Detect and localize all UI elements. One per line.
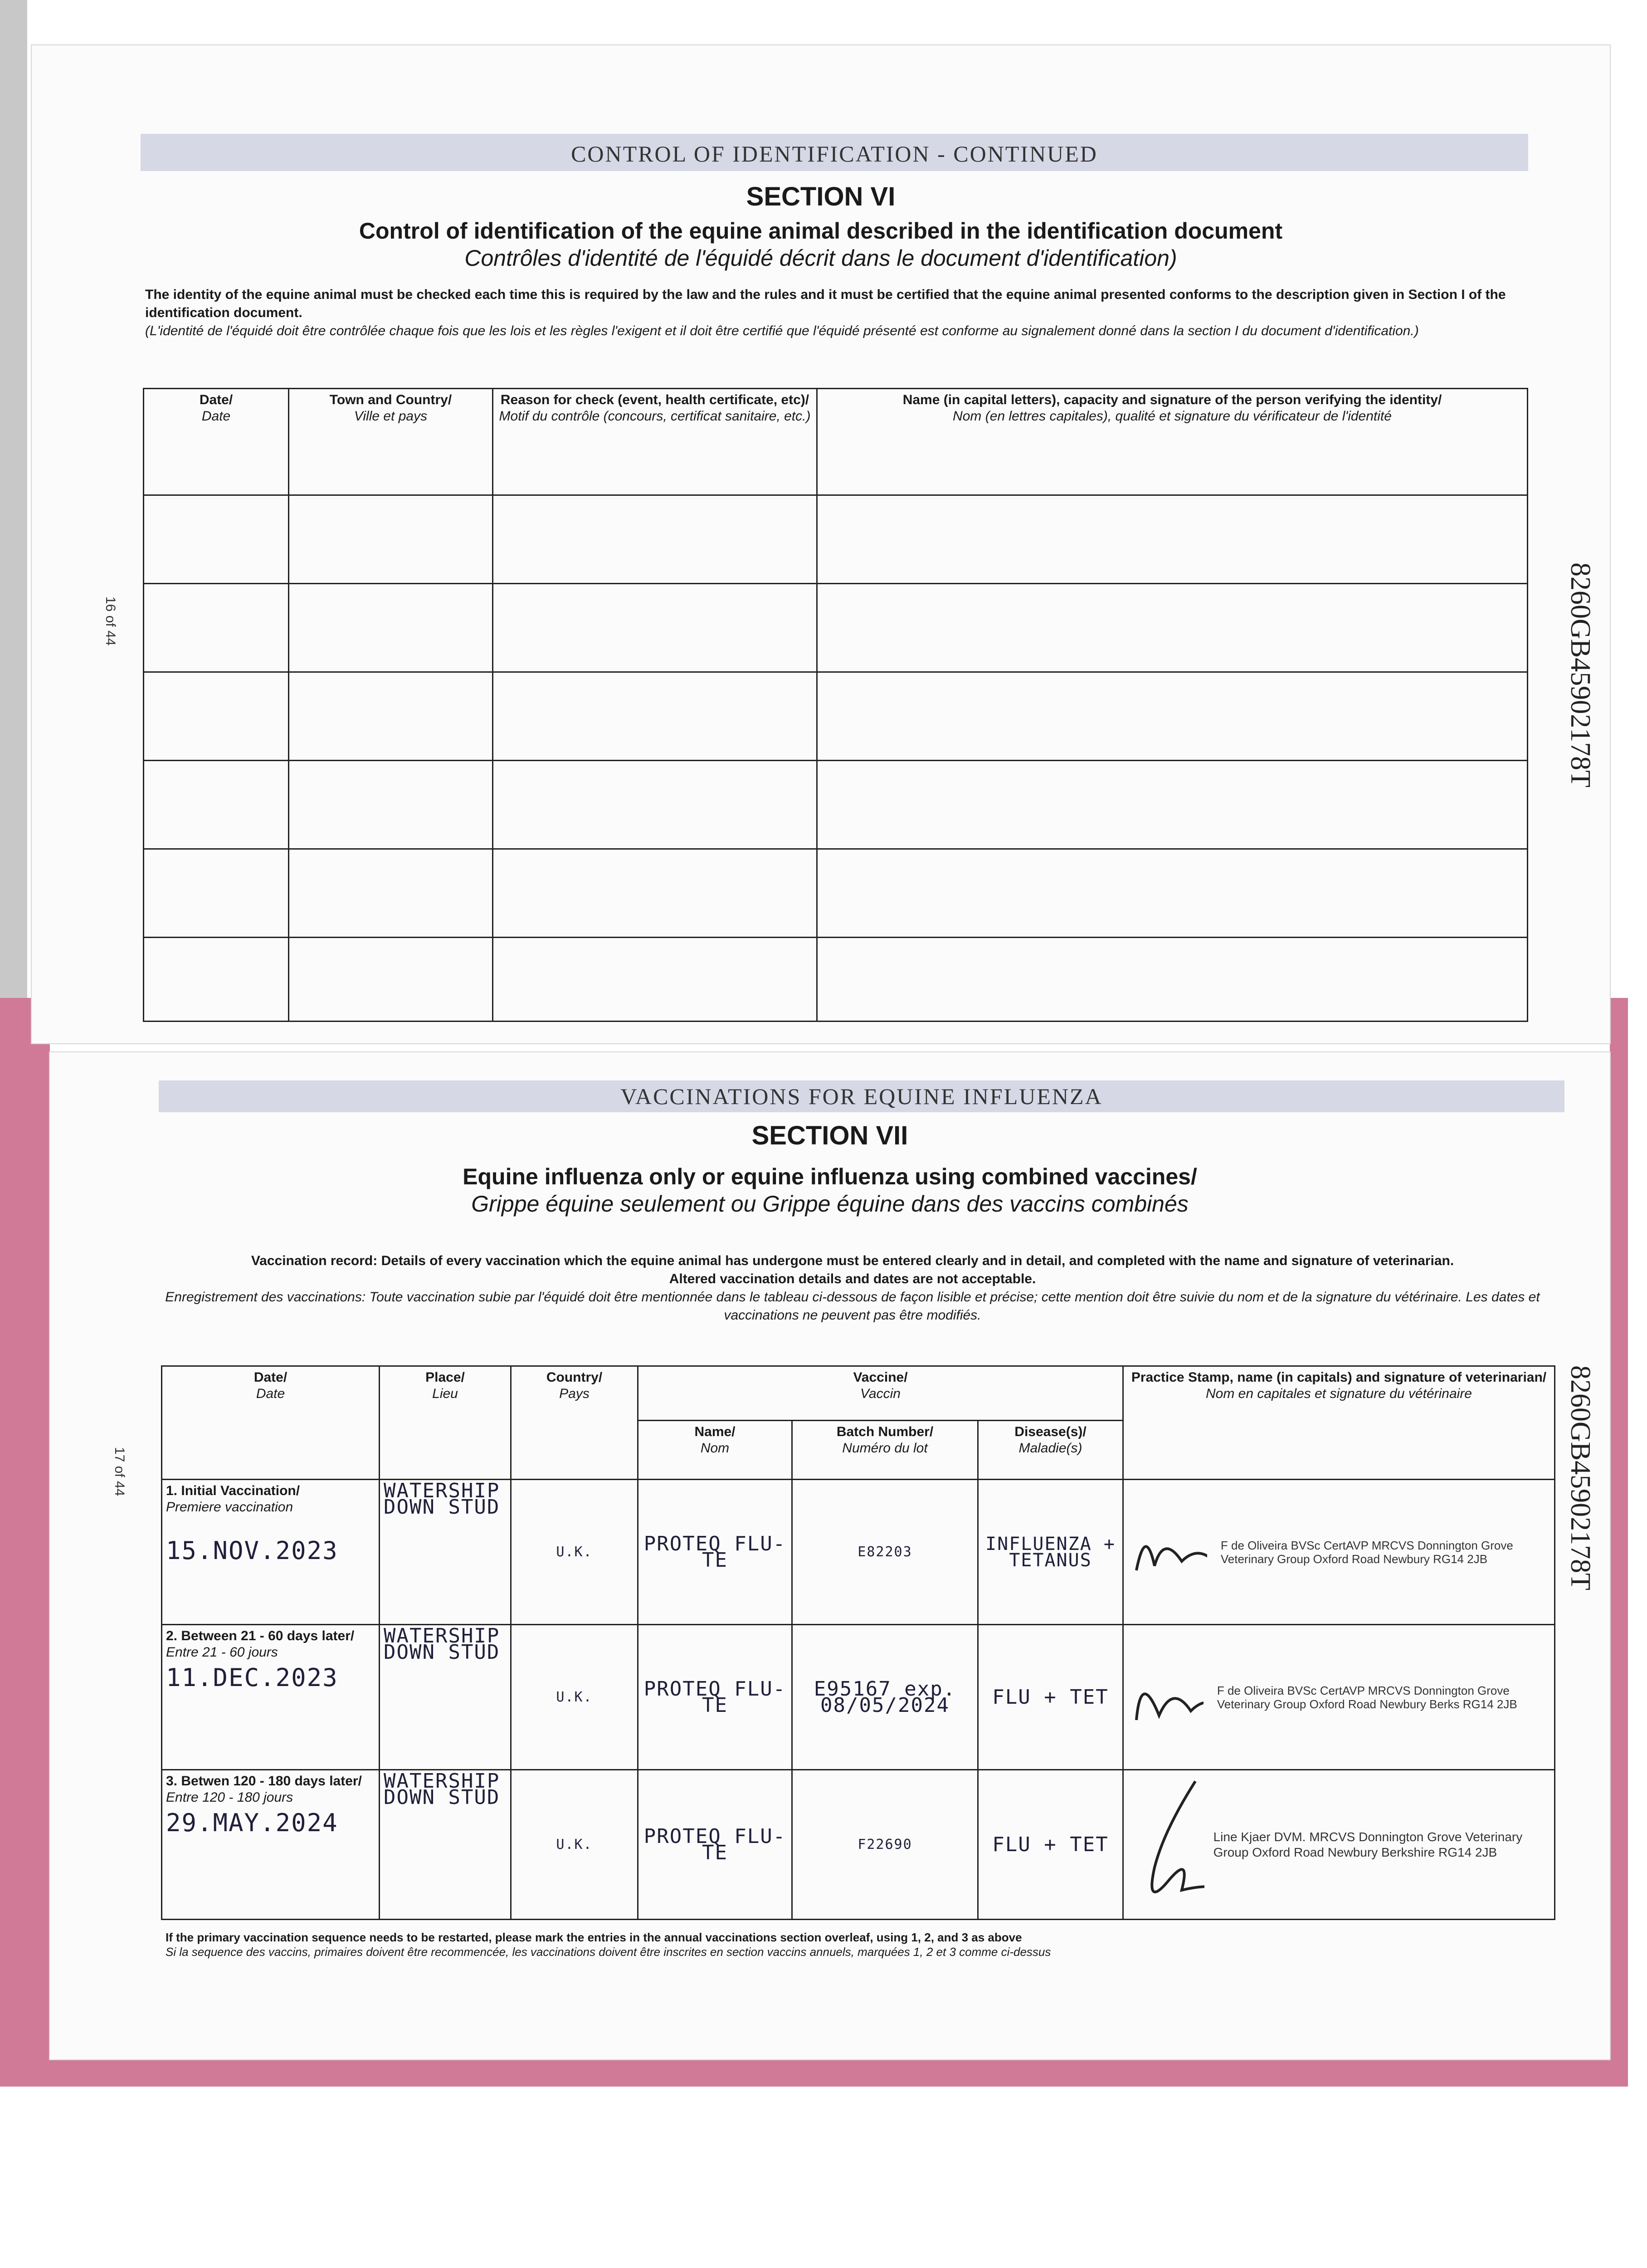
batch-value: E82203 xyxy=(792,1480,978,1625)
vet-stamp xyxy=(1123,1625,1555,1770)
cover-edge-bottom xyxy=(0,2059,1628,2087)
col-batch: Batch Number/ Numéro du lot xyxy=(792,1421,978,1480)
section-heading-fr: Contrôles d'identité de l'équidé décrit dans le document d'identification) xyxy=(464,245,1177,271)
page-edge-left xyxy=(0,0,27,1052)
instructions xyxy=(150,1252,1555,1325)
vaccination-row xyxy=(162,1625,1555,1770)
instructions-en-2: Altered vaccination details and dates are not acceptable. xyxy=(669,1271,1036,1286)
vaccine-name-value: PROTEQ FLU-TE xyxy=(638,1480,792,1625)
section-title: SECTION VII xyxy=(751,1121,908,1150)
identity-check-table xyxy=(143,388,1528,1022)
row-date: 2. Between 21 - 60 days later/ Entre 21 - 60 jours 11.DEC.2023 xyxy=(162,1625,380,1770)
instructions-fr: Enregistrement des vaccinations: Toute vaccination subie par l'équidé doit être mentionnée dans le tableau ci-dessous de façon lisible et précise; cette mention doit être suivie du nom et de la signature du vétérinaire. Les dates et vaccinations ne peuvent pas être modifiés. xyxy=(165,1290,1540,1323)
page-number: 16 of 44 xyxy=(103,596,118,646)
place-value: WATERSHIP DOWN STUD xyxy=(380,1480,511,1625)
vaccine-name-value: PROTEQ FLU-TE xyxy=(638,1770,792,1920)
section-heading: Control of identification of the equine animal described in the identification document xyxy=(359,218,1283,244)
stamp-text: F de Oliveira BVSc CertAVP MRCVS Donnington Grove Veterinary Group Oxford Road Newbury Berks RG14 2JB xyxy=(1217,1683,1517,1711)
vaccination-table xyxy=(161,1365,1555,1920)
vet-signature xyxy=(1127,1777,1204,1913)
page-16 xyxy=(32,45,1610,1043)
footer-fr: Si la sequence des vaccins, primaires doivent être recommencée, les vaccinations doivent être inscrites en section vaccins annuels, marquées 1, 2 et 3 comme ci-dessus xyxy=(166,1945,1051,1959)
stamp-text: Line Kjaer DVM. MRCVS Donnington Grove Veterinary Group Oxford Road Newbury Berkshire RG14 2JB xyxy=(1213,1829,1523,1859)
stamp-text: F de Oliveira BVSc CertAVP MRCVS Donnington Grove Veterinary Group Oxford Road Newbury RG14 2JB xyxy=(1220,1538,1513,1566)
cover-edge-right xyxy=(1610,998,1628,2087)
section-title: SECTION VI xyxy=(746,182,896,211)
place-value: WATERSHIP DOWN STUD xyxy=(380,1770,511,1920)
document-number: 8260GB45902178T xyxy=(1565,562,1596,787)
cover-edge-left xyxy=(0,998,50,2087)
instructions-en: Vaccination record: Details of every vaccination which the equine animal has undergone must be entered clearly and in detail, and completed with the name and signature of veterinarian. xyxy=(251,1253,1454,1268)
table-row xyxy=(144,495,1528,584)
col-vaccine: Vaccine/ Vaccin xyxy=(638,1366,1123,1421)
place-value: WATERSHIP DOWN STUD xyxy=(380,1625,511,1770)
vet-stamp xyxy=(1123,1480,1555,1625)
vaccine-name-value: PROTEQ FLU-TE xyxy=(638,1625,792,1770)
footer-en: If the primary vaccination sequence needs to be restarted, please mark the entries in the annual vaccinations section overleaf, using 1, 2, and 3 as above xyxy=(166,1931,1022,1944)
country-value: U.K. xyxy=(511,1770,638,1920)
batch-value: E95167 exp. 08/05/2024 xyxy=(792,1625,978,1770)
vet-stamp xyxy=(1123,1770,1555,1920)
col-disease: Disease(s)/ Maladie(s) xyxy=(978,1421,1123,1480)
section-banner: CONTROL OF IDENTIFICATION - CONTINUED xyxy=(141,134,1528,171)
page-17 xyxy=(50,1052,1610,2059)
instructions-fr: (L'identité de l'équidé doit être contrôlée chaque fois que les lois et les règles l'exigent et il doit être certifié que l'équidé présenté est conforme au signalement donné dans la section I du document d'identification.) xyxy=(145,323,1419,338)
country-value: U.K. xyxy=(511,1480,638,1625)
vet-signature xyxy=(1127,1516,1207,1589)
table-row xyxy=(144,761,1528,849)
col-verifier: Name (in capital letters), capacity and signature of the person verifying the identity/ Nom (en lettres capitales), qualité et signature du vérificateur de l'identité xyxy=(817,389,1528,495)
page-number: 17 of 44 xyxy=(112,1447,127,1496)
col-stamp: Practice Stamp, name (in capitals) and signature of veterinarian/ Nom en capitales et signature du vétérinaire xyxy=(1123,1366,1555,1480)
col-town-country: Town and Country/ Ville et pays xyxy=(289,389,493,495)
section-heading-fr: Grippe équine seulement ou Grippe équine dans des vaccins combinés xyxy=(471,1191,1189,1217)
footer-note xyxy=(166,1930,1345,1959)
batch-value: F22690 xyxy=(792,1770,978,1920)
vet-signature xyxy=(1127,1661,1204,1734)
col-date: Date/ Date xyxy=(162,1366,380,1480)
col-reason: Reason for check (event, health certificate, etc)/ Motif du contrôle (concours, certificat sanitaire, etc.) xyxy=(493,389,817,495)
row-date: 3. Betwen 120 - 180 days later/ Entre 120 - 180 jours 29.MAY.2024 xyxy=(162,1770,380,1920)
table-row xyxy=(144,938,1528,1022)
vaccination-row xyxy=(162,1770,1555,1920)
disease-value: FLU + TET xyxy=(978,1770,1123,1920)
row-date: 1. Initial Vaccination/ Premiere vaccination 15.NOV.2023 xyxy=(162,1480,380,1625)
instructions-en: The identity of the equine animal must be checked each time this is required by the law and the rules and it must be certified that the equine animal presented conforms to the description given in Section I of the identification document. xyxy=(145,287,1506,320)
col-country: Country/ Pays xyxy=(511,1366,638,1480)
date-value: 11.DEC.2023 xyxy=(166,1663,338,1692)
table-row xyxy=(144,584,1528,672)
section-heading: Equine influenza only or equine influenza using combined vaccines/ xyxy=(463,1164,1197,1189)
col-vaccine-name: Name/ Nom xyxy=(638,1421,792,1480)
col-place: Place/ Lieu xyxy=(380,1366,511,1480)
table-row xyxy=(144,672,1528,761)
date-value: 29.MAY.2024 xyxy=(166,1809,338,1837)
table-row xyxy=(144,849,1528,938)
section-banner: VACCINATIONS FOR EQUINE INFLUENZA xyxy=(159,1080,1564,1112)
date-value: 15.NOV.2023 xyxy=(166,1536,338,1565)
disease-value: FLU + TET xyxy=(978,1625,1123,1770)
col-date: Date/ Date xyxy=(144,389,289,495)
instructions xyxy=(145,286,1528,340)
country-value: U.K. xyxy=(511,1625,638,1770)
disease-value: INFLUENZA + TETANUS xyxy=(978,1480,1123,1625)
vaccination-row xyxy=(162,1480,1555,1625)
document-number: 8260GB45902178T xyxy=(1565,1365,1596,1590)
